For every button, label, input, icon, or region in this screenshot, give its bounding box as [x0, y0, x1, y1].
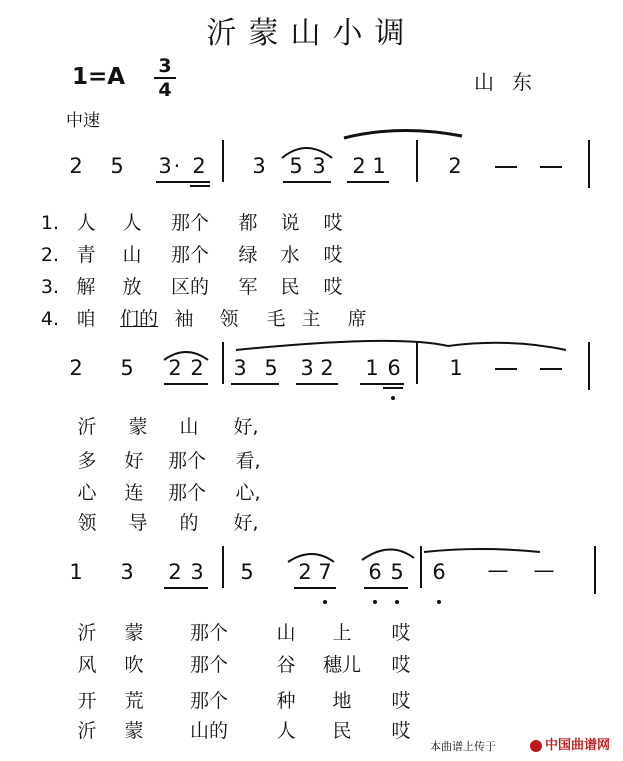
- note: 3: [120, 560, 134, 584]
- site-logo-text: 中国曲谱网: [545, 738, 611, 753]
- note-dash: —: [487, 558, 509, 582]
- lyric-verse-1: 1. 人 人 那个 都 说 哎: [40, 212, 343, 234]
- lyric-verse-3c: 开 荒 那个 种 地 哎: [77, 690, 411, 712]
- note: 2: [298, 560, 312, 584]
- note: 2: [320, 356, 334, 380]
- note: 3: [233, 356, 247, 380]
- lyric-verse-4: 4. 咱 们的 袖 领 毛 主 席: [40, 308, 367, 330]
- tempo-marking: 中速: [66, 111, 100, 131]
- note: 2: [192, 154, 206, 178]
- note: 5: [120, 356, 134, 380]
- note: 7: [318, 560, 332, 584]
- note: 2: [69, 356, 83, 380]
- note: 2: [168, 560, 182, 584]
- note: 2: [69, 154, 83, 178]
- note: 5: [264, 356, 278, 380]
- note: 3: [300, 356, 314, 380]
- lyric-verse-2: 2. 青 山 那个 绿 水 哎: [40, 244, 343, 266]
- note-dash: —: [533, 558, 555, 582]
- note: 3: [312, 154, 326, 178]
- note: 3: [158, 154, 172, 178]
- note: 1: [372, 154, 386, 178]
- note: 1: [449, 356, 463, 380]
- note: 1: [69, 560, 83, 584]
- lyric-verse-3: 3. 解 放 区的 军 民 哎: [40, 276, 343, 298]
- note: 3: [190, 560, 204, 584]
- region-label: 山东: [474, 70, 550, 94]
- lyric-verse-4c: 沂 蒙 山的 人 民 哎: [77, 720, 411, 742]
- note: 5: [289, 154, 303, 178]
- lyric-verse-2b: 多 好 那个 看,: [77, 450, 261, 472]
- note: 6: [432, 560, 446, 584]
- key-signature: 1=A: [72, 64, 126, 90]
- note: 2: [352, 154, 366, 178]
- note: 2: [190, 356, 204, 380]
- time-signature-bottom: 4: [158, 79, 172, 101]
- site-logo[interactable]: [530, 734, 610, 753]
- page-title: 沂蒙山小调: [206, 16, 417, 51]
- note: 5: [240, 560, 254, 584]
- upload-note: 本曲谱上传于: [430, 740, 496, 753]
- note: 5: [390, 560, 404, 584]
- lyric-verse-4b: 领 导 的 好,: [77, 512, 259, 534]
- note: 1: [365, 356, 379, 380]
- lyric-verse-1c: 沂 蒙 那个 山 上 哎: [77, 622, 411, 644]
- note: 6: [387, 356, 401, 380]
- lyric-verse-2c: 风 吹 那个 谷 穗儿 哎: [77, 654, 411, 676]
- time-signature-top: 3: [158, 55, 172, 77]
- note: 3: [252, 154, 266, 178]
- lyric-verse-3b: 心 连 那个 心,: [77, 482, 261, 504]
- site-logo-icon: [530, 740, 542, 752]
- note: 5: [110, 154, 124, 178]
- dot-mark: ·: [173, 154, 181, 178]
- note: 2: [448, 154, 462, 178]
- note: 2: [168, 356, 182, 380]
- note: 6: [368, 560, 382, 584]
- lyric-verse-1b: 沂 蒙 山 好,: [77, 416, 259, 438]
